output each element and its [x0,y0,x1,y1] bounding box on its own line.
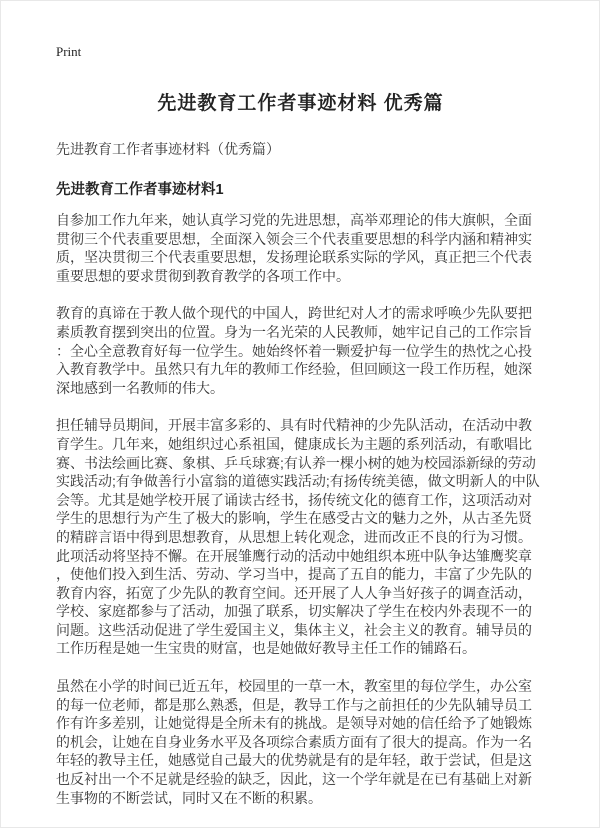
paragraph-2: 教育的真谛在于教人做个现代的中国人，跨世纪对人才的需求呼唤少先队要把素质教育摆到突出的位置。身为一名光荣的人民教师，她牢记自己的工作宗旨：全心全意教育好每一位学生。她始终怀着一颗爱护每一位学生的热忱之心投入教育教学中。虽然只有九年的教师工作经验，但回顾这一段工作历程，她深深地感到一名教师的伟大。 [56,305,532,396]
section-heading: 先进教育工作者事迹材料1 [56,182,224,198]
paragraph-4: 虽然在小学的时间已近五年，校园里的一草一木，教室里的每位学生，办公室的每一位老师，都是那么熟悉，但是，教导工作与之前担任的少先队辅导员工作有许多差别，让她觉得是全所未有的挑战。是领导对她的信任给予了她锻炼的机会，让她在自身业务水平及各项综合素质方面有了很大的提高。作为一名年轻的教导主任，她感觉自己最大的优势就是有的是年轻，敢于尝试，但是这也反衬出一个不足就是经验的缺乏，因此，这一个学年就是在已有基础上对新生事物的不断尝试，同时又在不断的积累。 [56,678,532,806]
print-link[interactable]: Print [56,44,82,59]
page-title: 先进教育工作者事迹材料 优秀篇 [157,93,444,114]
paragraph-3: 担任辅导员期间，开展丰富多彩的、具有时代精神的少先队活动，在活动中教育学生。几年来，她组织过心系祖国，健康成长为主题的系列活动，有歌唱比赛、书法绘画比赛、象棋、乒乓球赛;有认养一棵小树的她为校园添新绿的劳动实践活动;有争做善行小富翁的道德实践活动;有扬传统美德，做文明新人的中队会等。尤其是她学校开展了诵读古经书，扬传统文化的德育工作，这项活动对学生的思想行为产生了极大的影响，学生在感受古文的魅力之外，从古圣先贤的精辟言语中得到思想教育，从思想上转化观念，进而改正不良的行为习惯。此项活动将坚持不懈。在开展雏鹰行动的活动中她组织本班中队争达雏鹰奖章，使他们投入到生活、劳动、学习当中，提高了五自的能力，丰富了少先队的教育内容，拓宽了少先队的教育空间。还开展了人人争当好孩子的调查活动，学校、家庭都参与了活动，加强了联系，切实解决了学生在校内外表现不一的问题。这些活动促进了学生爱国主义，集体主义，社会主义的教育。辅导员的工作历程是她一生宝贵的财富，也是她做好教导主任工作的铺路石。 [56,417,540,657]
document-subtitle: 先进教育工作者事迹材料（优秀篇） [56,141,280,157]
paragraph-1: 自参加工作九年来，她认真学习党的先进思想，高举邓理论的伟大旗帜，全面贯彻三个代表重要思想，全面深入领会三个代表重要思想的科学内涵和精神实质，坚决贯彻三个代表重要思想，发扬理论联系实际的学风，真正把三个代表重要思想的要求贯彻到教育教学的各项工作中。 [56,212,532,284]
article-page [1,1,600,829]
